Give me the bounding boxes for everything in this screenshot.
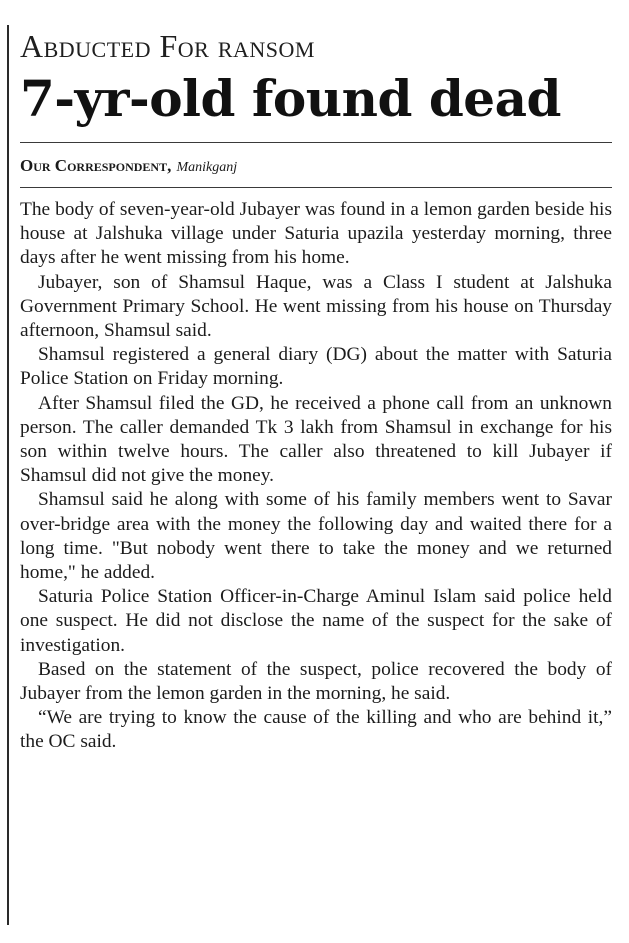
news-article <box>20 20 612 755</box>
article-paragraph: “We are trying to know the cause of the killing and who are behind it,” the OC said. <box>20 707 612 753</box>
byline-author: Our Correspondent, <box>20 156 172 175</box>
article-body <box>20 198 612 755</box>
article-headline: 7-yr-old found dead <box>20 69 561 128</box>
article-paragraph: Saturia Police Station Officer-in-Charge Aminul Islam said police held one suspect. He did not disclose the name of the suspect for the sake of investigation. <box>20 586 612 656</box>
article-paragraph: The body of seven-year-old Jubayer was found in a lemon garden beside his house at Jalshuka village under Saturia upazila yesterday morning, three days after he went missing from his home. <box>20 199 612 269</box>
article-paragraph: Jubayer, son of Shamsul Haque, was a Class I student at Jalshuka Government Primary School. He went missing from his house on Thursday afternoon, Shamsul said. <box>20 271 612 342</box>
byline-location: Manikganj <box>176 160 238 175</box>
column-rule-left <box>7 25 9 925</box>
headline-divider <box>20 142 612 143</box>
article-paragraph: After Shamsul filed the GD, he received a phone call from an unknown person. The caller demanded Tk 3 lakh from Shamsul in exchange for his son within twelve hours. The caller also threatened to kill Jubayer if Shamsul did not give the money. <box>20 392 612 487</box>
article-paragraph: Shamsul registered a general diary (DG) about the matter with Saturia Police Station on Friday morning. <box>20 344 612 390</box>
article-paragraph: Shamsul said he along with some of his family members went to Savar over-bridge area with the money the following day and waited there for a long time. "But nobody went there to take the money and we returned home," he added. <box>20 489 612 584</box>
byline <box>20 157 612 175</box>
article-kicker: Abducted For ransom <box>20 28 315 64</box>
article-paragraph: Based on the statement of the suspect, police recovered the body of Jubayer from the lemon garden in the morning, he said. <box>20 658 612 705</box>
byline-divider <box>20 187 612 188</box>
